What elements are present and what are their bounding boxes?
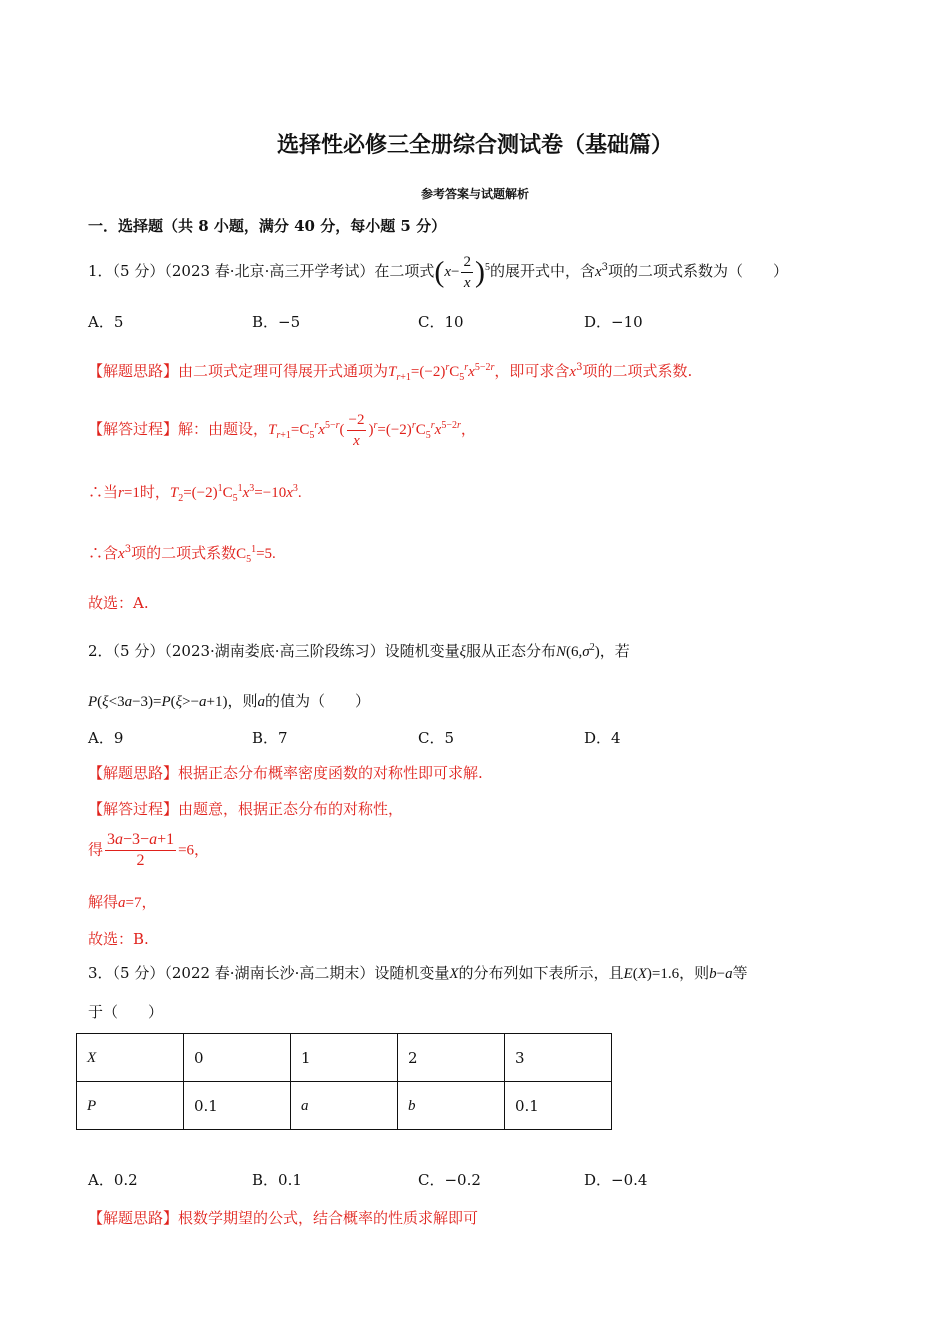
q1-step-2: ∴含$x^3$项的二项式系数$C_5^1=5$. bbox=[88, 544, 276, 565]
question-2-stem-line2: P(ξ<3a−3)=P(ξ>−a+1)，则a的值为（ ） bbox=[88, 692, 371, 710]
question-2-stem: 2．（5 分）（2023·湖南娄底·高三阶段练习）设随机变量ξ服从正态分布$N(6,\sigma^2)$，若 bbox=[88, 642, 630, 660]
q2-option-d: D．4 bbox=[584, 729, 621, 747]
q2-option-c: C．5 bbox=[418, 729, 455, 747]
q1-answer: 故选：A. bbox=[88, 594, 149, 612]
q3-solution-idea: 【解题思路】根数学期望的公式，结合概率的性质求解即可 bbox=[88, 1209, 479, 1227]
q1-option-c: C．10 bbox=[418, 313, 464, 331]
q2-option-b: B．7 bbox=[252, 729, 288, 747]
table-cell: P bbox=[77, 1082, 184, 1130]
q1-solution-process: 【解答过程】解：由题设，$T_{r+1}=C_5^rx^{5-r}$( $\frac{-2}{x}$ )$^r=(-2)^rC_5^rx^{5-2r}$， bbox=[88, 412, 476, 449]
document-subtitle: 参考答案与试题解析 bbox=[420, 187, 529, 201]
q2-step-2: 解得a=7， bbox=[88, 893, 157, 911]
q1-option-a: A．5 bbox=[88, 313, 124, 331]
table-row bbox=[77, 1082, 612, 1130]
q2-answer: 故选：B. bbox=[88, 930, 149, 948]
section-heading: 一．选择题（共 8 小题，满分 40 分，每小题 5 分） bbox=[88, 217, 447, 235]
table-cell: 3 bbox=[505, 1034, 612, 1082]
table-cell: 0.1 bbox=[505, 1082, 612, 1130]
q3-option-a: A．0.2 bbox=[88, 1171, 138, 1189]
q3-option-c: C．−0.2 bbox=[418, 1171, 481, 1189]
table-cell: b bbox=[398, 1082, 505, 1130]
q1-option-b: B．−5 bbox=[252, 313, 301, 331]
q1-option-d: D．−10 bbox=[584, 313, 643, 331]
q3-option-d: D．−0.4 bbox=[584, 1171, 648, 1189]
table-cell: X bbox=[77, 1034, 184, 1082]
table-cell: 0.1 bbox=[184, 1082, 291, 1130]
question-3-stem: 3．（5 分）（2022 春·湖南长沙·高二期末）设随机变量X的分布列如下表所示，且E(X)=1.6，则b−a等 bbox=[88, 964, 748, 982]
q1-solution-idea: 【解题思路】由二项式定理可得展开式通项为$T_{r+1}=(-2)^rC_5^rx^{5-2r}$，即可求含$x^3$项的二项式系数. bbox=[88, 362, 693, 383]
q1-step-1: ∴当r=1时，$T_2=(-2)^1C_5^1x^3=-10x^3$. bbox=[88, 483, 302, 504]
q2-option-a: A．9 bbox=[88, 729, 124, 747]
table-cell: 0 bbox=[184, 1034, 291, 1082]
table-cell: a bbox=[291, 1082, 398, 1130]
question-1-stem: 1．（5 分）（2023 春·北京·高三开学考试）在二项式(x− $\frac{2}{x}$ )$^5$的展开式中，含$x^3$项的二项式系数为（ ） bbox=[88, 254, 789, 291]
table-cell: 1 bbox=[291, 1034, 398, 1082]
question-3-stem-line2: 于（ ） bbox=[88, 1003, 164, 1021]
table-cell: 2 bbox=[398, 1034, 505, 1082]
q2-step-1: 得 $\frac{3a-3-a+1}{2}$ =6， bbox=[88, 831, 210, 869]
distribution-table bbox=[76, 1033, 612, 1130]
document-title: 选择性必修三全册综合测试卷（基础篇） bbox=[276, 132, 673, 158]
q2-solution-idea: 【解题思路】根据正态分布概率密度函数的对称性即可求解. bbox=[88, 764, 483, 782]
q2-solution-process: 【解答过程】由题意，根据正态分布的对称性， bbox=[88, 800, 404, 818]
table-row bbox=[77, 1034, 612, 1082]
q3-option-b: B．0.1 bbox=[252, 1171, 302, 1189]
